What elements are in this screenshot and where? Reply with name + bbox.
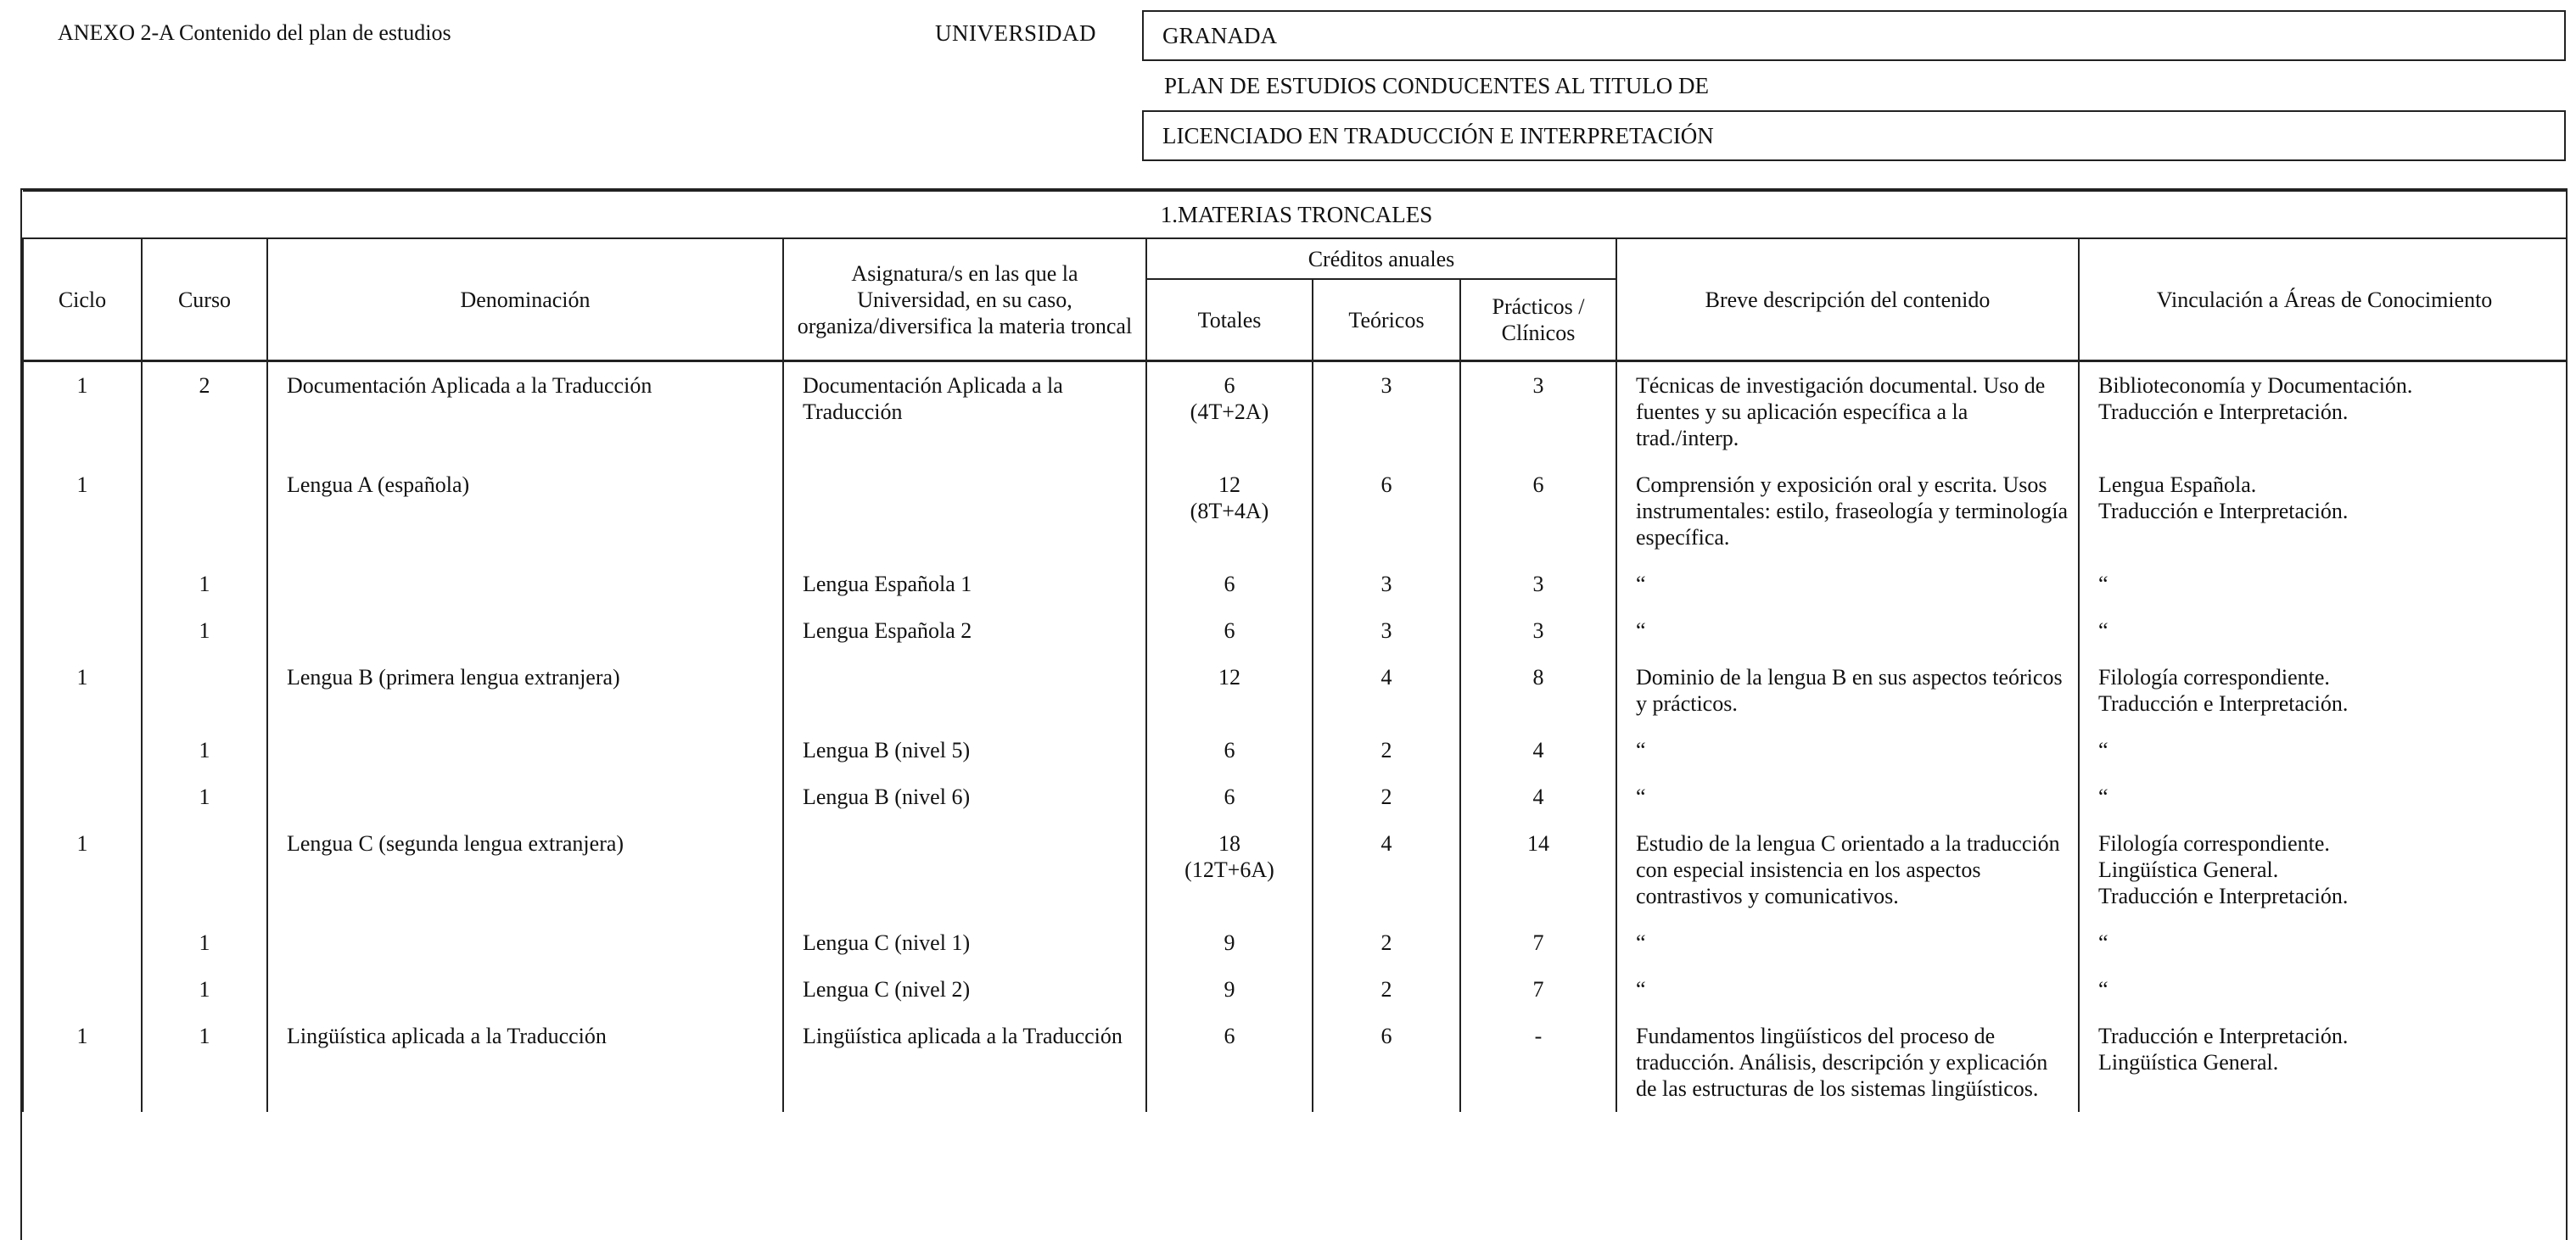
cell-teoricos: 6 [1313,1013,1460,1112]
cell-ciclo: 1 [23,654,142,727]
cell-curso: 1 [142,1013,267,1112]
cell-descripcion: Comprensión y exposición oral y escrita. Usos instrumentales: estilo, fraseología y terminología específica. [1616,461,2079,561]
cell-descripcion: Técnicas de investigación documental. Uso de fuentes y su aplicación específica a la trad./interp. [1616,361,2079,462]
cell-curso: 2 [142,361,267,462]
cell-curso [142,654,267,727]
cell-vinculacion: “ [2079,561,2568,607]
cell-teoricos: 4 [1313,654,1460,727]
cell-descripcion: Dominio de la lengua B en sus aspectos teóricos y prácticos. [1616,654,2079,727]
cell-curso: 1 [142,727,267,774]
cell-curso [142,820,267,919]
cell-totales: 18 (12T+6A) [1146,820,1313,919]
cell-asignatura [783,820,1146,919]
cell-teoricos: 6 [1313,461,1460,561]
cell-asignatura: Lengua Española 1 [783,561,1146,607]
col-practicos: Prácticos / Clínicos [1460,279,1616,361]
col-ciclo: Ciclo [23,238,142,361]
cell-ciclo [23,561,142,607]
cell-teoricos: 2 [1313,727,1460,774]
cell-practicos: 3 [1460,561,1616,607]
cell-curso: 1 [142,919,267,966]
table-row [23,919,2568,966]
cell-denominacion [267,607,783,654]
table-row [23,1013,2568,1112]
cell-asignatura: Lengua C (nivel 1) [783,919,1146,966]
cell-descripcion: “ [1616,919,2079,966]
cell-descripcion: Estudio de la lengua C orientado a la traducción con especial insistencia en los aspectos contrastivos y comunicativos. [1616,820,2079,919]
materias-table-container [20,188,2568,1240]
cell-teoricos: 3 [1313,361,1460,462]
cell-practicos: 8 [1460,654,1616,727]
table-title: 1.MATERIAS TRONCALES [23,191,2568,238]
degree-value: LICENCIADO EN TRADUCCIÓN E INTERPRETACIÓN [1162,122,1714,148]
cell-practicos: 3 [1460,607,1616,654]
cell-descripcion: “ [1616,966,2079,1013]
cell-asignatura: Lengua B (nivel 6) [783,774,1146,820]
col-asignatura: Asignatura/s en las que la Universidad, en su caso, organiza/diversifica la materia troncal [783,238,1146,361]
cell-teoricos: 2 [1313,919,1460,966]
cell-totales: 9 [1146,966,1313,1013]
cell-vinculacion: Traducción e Interpretación. Lingüística General. [2079,1013,2568,1112]
university-field [1142,10,2566,61]
cell-asignatura: Lengua C (nivel 2) [783,966,1146,1013]
cell-ciclo [23,966,142,1013]
university-value: GRANADA [1162,22,1277,48]
table-body [23,361,2568,1113]
col-totales: Totales [1146,279,1313,361]
cell-totales: 12 (8T+4A) [1146,461,1313,561]
col-creditos: Créditos anuales [1146,238,1616,279]
cell-ciclo: 1 [23,1013,142,1112]
cell-ciclo: 1 [23,820,142,919]
cell-practicos: 4 [1460,774,1616,820]
cell-vinculacion: “ [2079,727,2568,774]
col-curso: Curso [142,238,267,361]
cell-teoricos: 3 [1313,561,1460,607]
annex-heading: ANEXO 2-A Contenido del plan de estudios [58,20,451,45]
cell-vinculacion: Filología correspondiente. Lingüística General. Traducción e Interpretación. [2079,820,2568,919]
plan-label: PLAN DE ESTUDIOS CONDUCENTES AL TITULO DE [1164,73,1709,98]
cell-descripcion: Fundamentos lingüísticos del proceso de traducción. Análisis, descripción y explicación de las estructuras de los sistemas lingüísticos. [1616,1013,2079,1112]
cell-denominacion [267,774,783,820]
cell-ciclo: 1 [23,461,142,561]
cell-practicos: - [1460,1013,1616,1112]
cell-asignatura [783,461,1146,561]
cell-asignatura [783,654,1146,727]
cell-teoricos: 2 [1313,966,1460,1013]
cell-totales: 6 [1146,1013,1313,1112]
cell-teoricos: 3 [1313,607,1460,654]
cell-denominacion: Lengua B (primera lengua extranjera) [267,654,783,727]
cell-asignatura: Lingüística aplicada a la Traducción [783,1013,1146,1112]
cell-totales: 12 [1146,654,1313,727]
cell-denominacion: Lengua C (segunda lengua extranjera) [267,820,783,919]
table-row [23,966,2568,1013]
cell-curso: 1 [142,966,267,1013]
cell-totales: 6 [1146,561,1313,607]
cell-practicos: 4 [1460,727,1616,774]
cell-ciclo: 1 [23,361,142,462]
cell-curso: 1 [142,774,267,820]
cell-descripcion: “ [1616,607,2079,654]
table-row [23,820,2568,919]
cell-denominacion: Lengua A (española) [267,461,783,561]
cell-ciclo [23,727,142,774]
cell-asignatura: Lengua B (nivel 5) [783,727,1146,774]
cell-totales: 6 (4T+2A) [1146,361,1313,462]
cell-denominacion [267,919,783,966]
cell-ciclo [23,919,142,966]
cell-practicos: 7 [1460,919,1616,966]
cell-asignatura: Lengua Española 2 [783,607,1146,654]
cell-vinculacion: Biblioteconomía y Documentación. Traducción e Interpretación. [2079,361,2568,462]
col-descripcion: Breve descripción del contenido [1616,238,2079,361]
cell-practicos: 14 [1460,820,1616,919]
materias-table [22,190,2568,1112]
cell-totales: 6 [1146,607,1313,654]
cell-descripcion: “ [1616,774,2079,820]
cell-ciclo [23,774,142,820]
cell-teoricos: 2 [1313,774,1460,820]
university-label: UNIVERSIDAD [935,20,1096,46]
cell-vinculacion: “ [2079,607,2568,654]
table-row [23,361,2568,462]
cell-asignatura: Documentación Aplicada a la Traducción [783,361,1146,462]
cell-curso: 1 [142,607,267,654]
table-row [23,461,2568,561]
table-row [23,727,2568,774]
degree-field [1142,110,2566,161]
cell-vinculacion: Filología correspondiente. Traducción e Interpretación. [2079,654,2568,727]
cell-totales: 9 [1146,919,1313,966]
table-row [23,654,2568,727]
cell-practicos: 7 [1460,966,1616,1013]
table-row [23,607,2568,654]
cell-descripcion: “ [1616,561,2079,607]
cell-totales: 6 [1146,774,1313,820]
cell-descripcion: “ [1616,727,2079,774]
cell-vinculacion: Lengua Española. Traducción e Interpretación. [2079,461,2568,561]
cell-practicos: 6 [1460,461,1616,561]
table-row [23,774,2568,820]
cell-denominacion [267,561,783,607]
cell-denominacion [267,966,783,1013]
cell-denominacion: Lingüística aplicada a la Traducción [267,1013,783,1112]
col-teoricos: Teóricos [1313,279,1460,361]
cell-vinculacion: “ [2079,919,2568,966]
col-denominacion: Denominación [267,238,783,361]
cell-vinculacion: “ [2079,966,2568,1013]
cell-curso [142,461,267,561]
cell-denominacion [267,727,783,774]
cell-totales: 6 [1146,727,1313,774]
cell-vinculacion: “ [2079,774,2568,820]
cell-practicos: 3 [1460,361,1616,462]
cell-teoricos: 4 [1313,820,1460,919]
cell-ciclo [23,607,142,654]
col-vinculacion: Vinculación a Áreas de Conocimiento [2079,238,2568,361]
table-row [23,561,2568,607]
cell-curso: 1 [142,561,267,607]
cell-denominacion: Documentación Aplicada a la Traducción [267,361,783,462]
